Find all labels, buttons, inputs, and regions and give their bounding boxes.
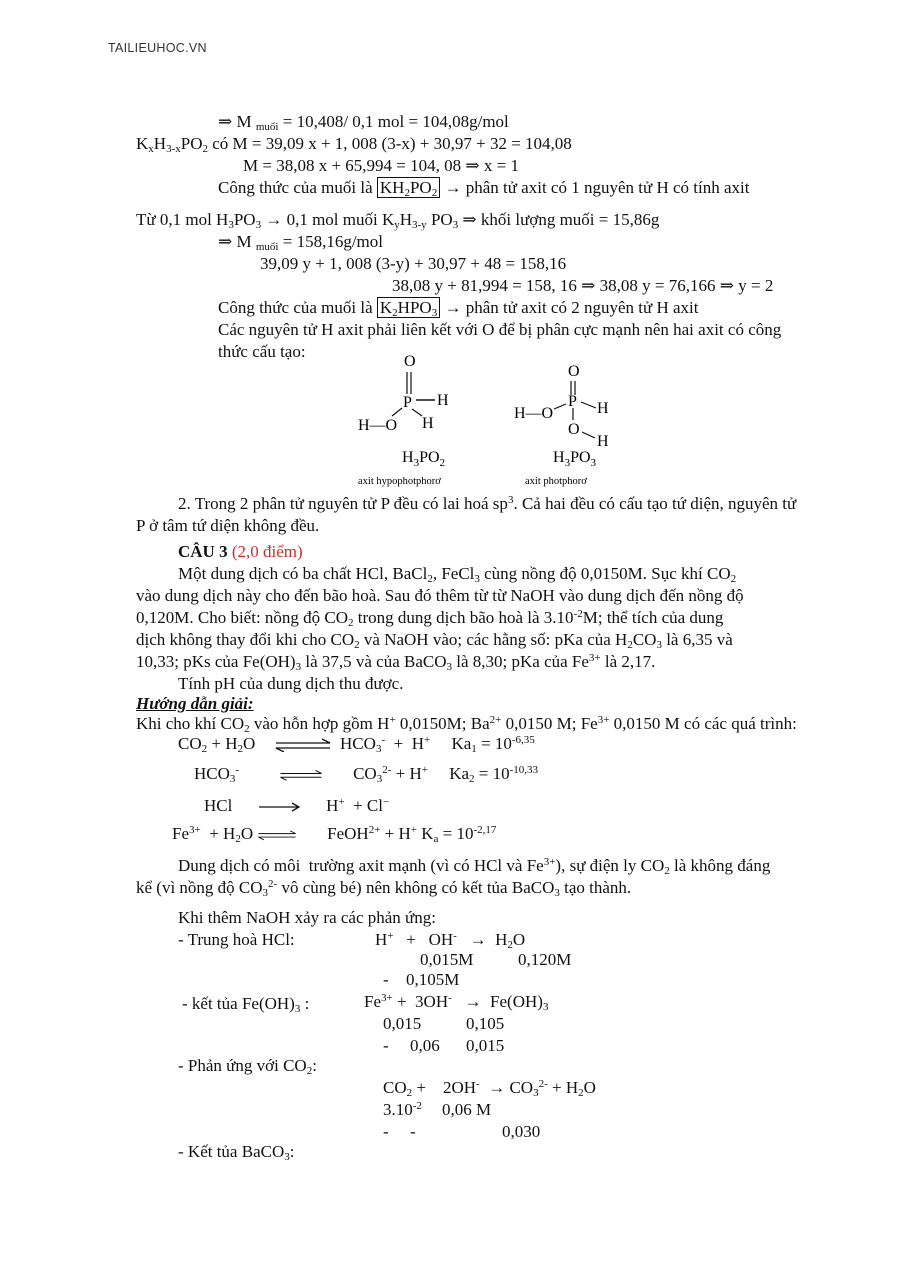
formula-h3po2: $H_3PO_2$: [402, 449, 446, 469]
atom-h-bottom-right: H: [597, 433, 609, 450]
reaction-2-equation: $Fe^{3+} + 3OH^- \to Fe(OH)_3$: [364, 992, 549, 1013]
naoh-intro: Khi thêm NaOH xảy ra các phản ứng:: [178, 908, 436, 927]
question-points: (2,0 điểm): [231, 542, 303, 561]
h3po3-line: Từ 0,1 mol $H_3PO_3 \to 0,1$ mol muối $K_yH_{3-y}$ $PO_3$ ⇒ khối lượng muối = 15,86g: [136, 210, 660, 231]
equilibrium-arrow-icon: [274, 738, 332, 752]
salt-formula-line-1: Công thức của muối là $KH_2PO_2$ → phân tử axit có 1 nguyên tử H có tính axit: [218, 178, 750, 199]
mass-equation-y: 39,09 y + 1, 008 (3-y) + 30,97 + 48 = 158,16: [260, 254, 567, 273]
discussion-line-2: kể (vì nồng độ $CO_3^{2-}$ vô cùng bé) nên không có kết tủa BaCO$_3$ tạo thành.: [136, 878, 632, 899]
atom-ho-left: H—O: [358, 417, 398, 434]
reaction-3-row1-b: 0,06 M: [442, 1100, 492, 1119]
discussion-line-1: Dung dịch có môi trường axit mạnh (vì có HCl và $Fe^{3+}$), sự điện ly $CO_2$ là không đáng: [178, 856, 771, 877]
problem-line-2: vào dung dịch này cho đến bão hoà. Sau đó thêm từ từ NaOH vào dung dịch đến nồng độ: [136, 586, 744, 605]
solution-guide-heading: Hướng dẫn giải:: [136, 694, 254, 713]
question-3-heading: [178, 542, 303, 562]
reaction-2-row2-b: 0,06: [410, 1036, 440, 1055]
h3po3-structure: [514, 363, 609, 487]
atom-p-right: P: [568, 393, 577, 410]
reaction-4-label: - Kết tủa BaCO$_3$:: [178, 1142, 295, 1163]
reaction-2-label: - kết tủa $Fe(OH)_3$ :: [182, 994, 310, 1015]
reaction-1-row2-a: -: [383, 970, 389, 989]
reaction-3-row1-a: $3.10^{-2}$: [383, 1100, 422, 1119]
mass-equation-x: $K_xH_{3-x}PO_2$ có M = 39,09 x + 1, 008 (3-x) + 30,97 + 32 = 104,08: [136, 134, 572, 155]
formula-h3po3: $H_3PO_3$: [553, 449, 597, 469]
atom-h-right: H: [597, 400, 609, 417]
molar-mass-line-2: ⇒ M $_{muối}$ = 158,16g/mol: [218, 232, 384, 253]
structure-intro-2: thức cấu tạo:: [218, 342, 306, 361]
reaction-2-row1-a: 0,015: [383, 1014, 422, 1033]
atom-o-top-left: O: [404, 353, 416, 370]
reaction-1-row1-b: 0,120M: [518, 950, 572, 969]
equilibrium-3: $Fe^{3+} + H_2O$ FeOH$^{2+}$ + H+ $K_a = 10^{-2,17}$: [172, 824, 497, 845]
reaction-3-row2-b: -: [410, 1122, 416, 1141]
reaction-3-equation: $CO_2$ + $2OH^- \to CO_3^{2-} + H_2O$: [383, 1078, 596, 1099]
problem-line-5: 10,33; pKs của $Fe(OH)_3$ là 37,5 và của BaCO$_3$ là 8,30; pKa của $Fe^{3+}$ là 2,17.: [136, 652, 656, 673]
boxed-formula-k2hpo3: $K_2HPO_3$: [377, 297, 440, 318]
reaction-3-label: - Phản ứng với $CO_2$:: [178, 1056, 317, 1077]
caption-h3po3: axit photphorơ: [525, 476, 587, 487]
problem-line-1: Một dung dịch có ba chất HCl, BaCl$_2$, FeCl$_3$ cùng nồng độ 0,0150M. Sục khí $CO_2$: [178, 564, 737, 585]
reaction-1-label: - Trung hoà HCl:: [178, 930, 295, 949]
atom-ho-right: H—O: [514, 405, 554, 422]
solve-y-line: 38,08 y + 81,994 = 158, 16 ⇒ 38,08 y = 76,166 ⇒ y = 2: [392, 276, 774, 295]
site-header: TAILIEUHOC.VN: [108, 41, 207, 55]
atom-h-bottom-left: H: [422, 415, 434, 432]
structure-intro-1: Các nguyên tử H axit phải liên kết với O để bị phân cực mạnh nên hai axit có công: [218, 320, 782, 339]
solution-intro: Khi cho khí $CO_2$ vào hỗn hợp gồm H+ 0,0150M; $Ba^{2+}$ 0,0150 M; $Fe^{3+}$ 0,0150 M có các quá trình:: [136, 714, 797, 735]
reaction-3-row2-c: 0,030: [502, 1122, 541, 1141]
equilibrium-2: $HCO_3^-$ $CO_3^{2-} + H^+$ $Ka_2 = 10^{-10,33}$: [194, 764, 539, 785]
reaction-2-row1-b: 0,105: [466, 1014, 505, 1033]
reaction-3-row2-a: -: [383, 1122, 389, 1141]
atom-h-right-left: H: [437, 392, 449, 409]
right-arrow-icon: [257, 801, 301, 813]
structural-formulas: [340, 350, 660, 490]
question-title: CÂU 3: [178, 542, 228, 561]
dissociation-hcl: HCl H+ + Cl−: [204, 796, 390, 815]
reaction-1-row1-a: 0,015M: [420, 950, 474, 969]
reaction-1-row2-b: 0,105M: [406, 970, 460, 989]
equilibrium-arrow-icon: [257, 828, 297, 842]
reaction-1-equation: $H^+ + OH^- \to H_2O$: [375, 930, 526, 951]
problem-question: Tính pH của dung dịch thu được.: [178, 674, 404, 693]
caption-h3po2: axit hypophotphorơ: [358, 476, 441, 487]
atom-p-left: P: [403, 394, 412, 411]
hybridization-line-1: 2. Trong 2 phân tử nguyên tử P đều có lai hoá $sp^3$. Cả hai đều có cấu tạo tứ diện, nguyên tử: [178, 494, 797, 513]
salt-formula-line-2: Công thức của muối là $K_2HPO_3$ → phân tử axit có 2 nguyên tử H axit: [218, 298, 699, 319]
reaction-2-row2-c: 0,015: [466, 1036, 505, 1055]
atom-o-bottom-right: O: [568, 421, 580, 438]
solve-x-line: M = 38,08 x + 65,994 = 104, 08 ⇒ x = 1: [243, 156, 519, 175]
equilibrium-arrow-icon: [279, 768, 323, 782]
molar-mass-line-1: ⇒ M $_{muối}$ = 10,408/ 0,1 mol = 104,08g/mol: [218, 112, 509, 133]
atom-o-top-right: O: [568, 363, 580, 380]
reaction-2-row2-a: -: [383, 1036, 389, 1055]
equilibrium-1: $CO_2 + H_2O$ $HCO_3^- + H^+$ $Ka_1 = 10^{-6,35}$: [178, 734, 535, 755]
boxed-formula-kh2po2: $KH_2PO_2$: [377, 177, 440, 198]
h3po2-structure: [358, 353, 449, 487]
problem-line-4: dịch không thay đổi khi cho $CO_2$ và NaOH vào; các hằng số: pKa của $H_2CO_3$ là 6,35 và: [136, 630, 733, 651]
hybridization-line-2: P ở tâm tứ diện không đều.: [136, 516, 320, 535]
problem-line-3: 0,120M. Cho biết: nồng độ $CO_2$ trong dung dịch bão hoà là $3.10^{-2}M$; thể tích của dung: [136, 608, 724, 629]
